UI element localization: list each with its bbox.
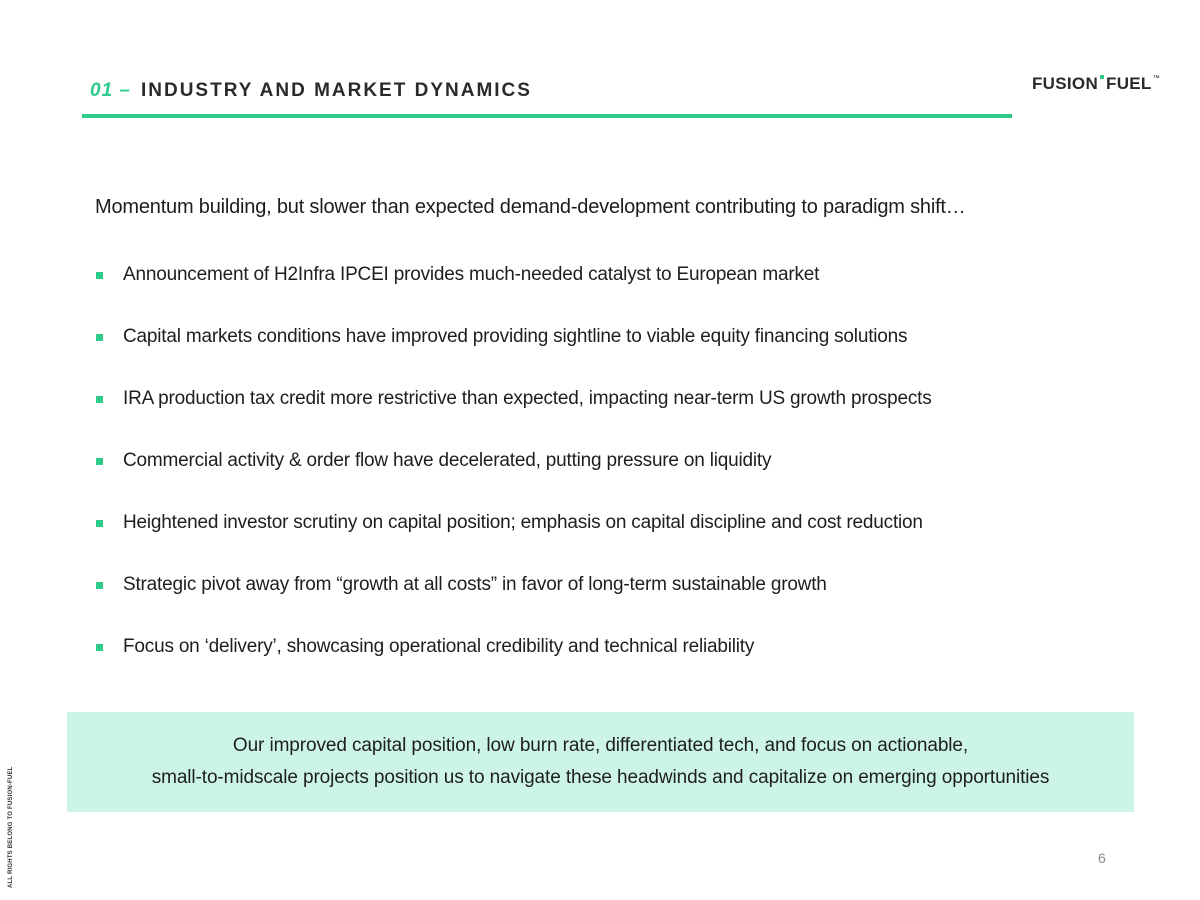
bullet-square-icon (96, 582, 103, 589)
bullet-item (96, 264, 932, 326)
section-number: 01 – (90, 80, 131, 101)
bullet-text: IRA production tax credit more restrictive than expected, impacting near-term US growth prospects (123, 388, 932, 409)
section-title: INDUSTRY AND MARKET DYNAMICS (140, 80, 532, 101)
rights-notice: ALL RIGHTS BELONG TO FUSION-FUEL (8, 766, 14, 888)
bullet-square-icon (96, 272, 103, 279)
bullet-item (96, 326, 932, 388)
logo-text-part1: FUSION (1032, 74, 1099, 93)
bullet-item (96, 574, 932, 636)
callout-line-2: small-to-midscale projects position us to navigate these headwinds and capitalize on emerging opportunities (151, 767, 1050, 788)
header-divider (82, 114, 1012, 118)
fusion-fuel-logo (1032, 74, 1160, 94)
bullet-list (96, 264, 932, 698)
bullet-text: Commercial activity & order flow have decelerated, putting pressure on liquidity (123, 450, 772, 471)
bullet-text: Heightened investor scrutiny on capital position; emphasis on capital discipline and cost reduction (123, 512, 923, 533)
bullet-text: Capital markets conditions have improved providing sightline to viable equity financing solutions (123, 326, 908, 347)
bullet-square-icon (96, 334, 103, 341)
logo-trademark: ™ (1152, 75, 1160, 82)
bullet-text: Announcement of H2Infra IPCEI provides much-needed catalyst to European market (123, 264, 820, 285)
bullet-item (96, 512, 932, 574)
logo-separator-icon (1100, 75, 1104, 79)
bullet-item (96, 450, 932, 512)
bullet-square-icon (96, 458, 103, 465)
callout-line-1: Our improved capital position, low burn rate, differentiated tech, and focus on actionable, (232, 735, 969, 756)
bullet-item (96, 636, 932, 698)
section-header (90, 80, 532, 108)
bullet-square-icon (96, 396, 103, 403)
slide-subtitle: Momentum building, but slower than expected demand-development contributing to paradigm shift… (95, 196, 966, 218)
logo-text-part2: FUEL (1106, 74, 1152, 93)
bullet-text: Focus on ‘delivery’, showcasing operational credibility and technical reliability (123, 636, 755, 657)
bullet-square-icon (96, 520, 103, 527)
page-number: 6 (1098, 850, 1106, 866)
bullet-text: Strategic pivot away from “growth at all costs” in favor of long-term sustainable growth (123, 574, 827, 595)
conclusion-callout (67, 712, 1134, 812)
bullet-item (96, 388, 932, 450)
bullet-square-icon (96, 644, 103, 651)
